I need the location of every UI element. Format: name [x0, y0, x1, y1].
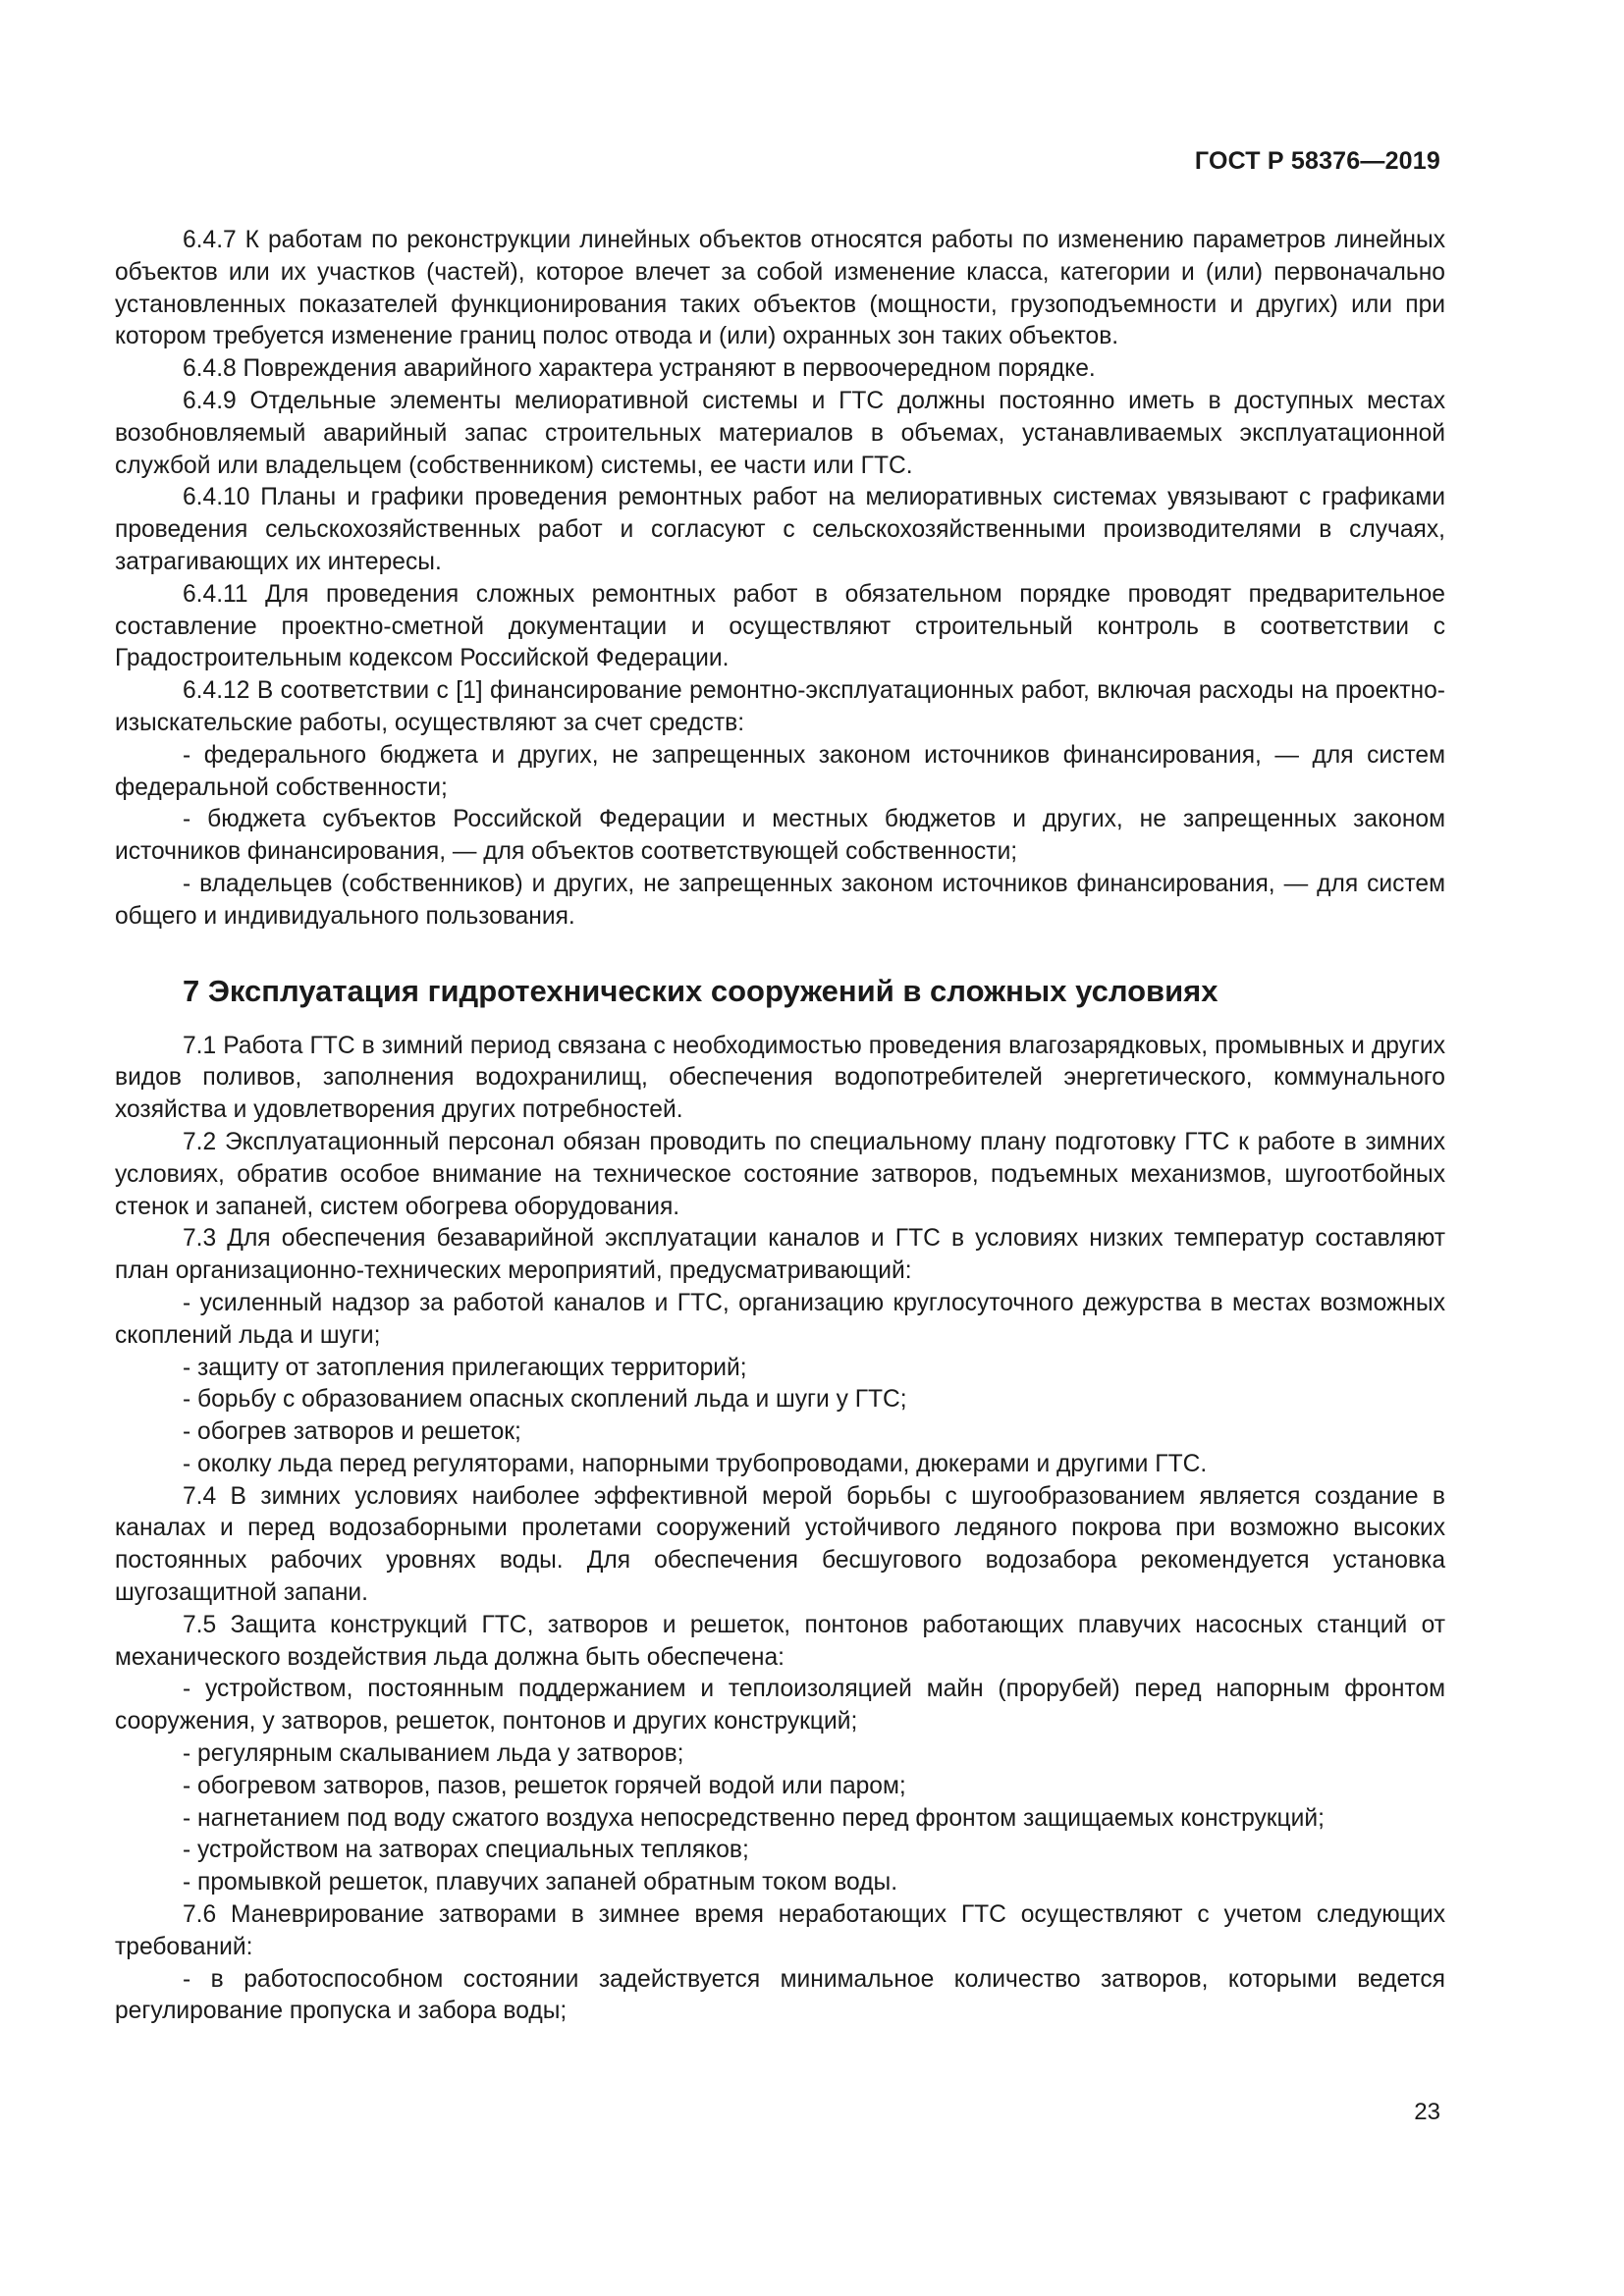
- list-item: - борьбу с образованием опасных скоплений льда и шуги у ГТС;: [183, 1386, 907, 1414]
- list-item: - владельцев (собственников) и других, не запрещенных законом источников финансирования, — для систем общего и индивидуального пользования.: [115, 870, 1445, 930]
- list-item: - обогревом затворов, пазов, решеток горячей водой или паром;: [183, 1772, 906, 1799]
- list-item: - устройством, постоянным поддержанием и теплоизоляцией майн (прорубей) перед напорным фронтом сооружения, у затворов, решеток, понтонов и других конструкций;: [115, 1676, 1445, 1735]
- paragraph-7-2: 7.2 Эксплуатационный персонал обязан проводить по специальному плану подготовку ГТС к работе в зимних условиях, обратив особое внимание на техническое состояние затворов, подъемных механизмов, шугоотбойных стенок и запаней, систем обогрева оборудования.: [115, 1128, 1445, 1220]
- list-item: - околку льда перед регуляторами, напорными трубопроводами, дюкерами и другими ГТС.: [183, 1450, 1208, 1477]
- paragraph-6-4-12: 6.4.12 В соответствии с [1] финансирование ремонтно-эксплуатационных работ, включая расходы на проектно-изыскательские работы, осуществляют за счет средств:: [115, 677, 1445, 736]
- list-item: - регулярным скалыванием льда у затворов;: [183, 1740, 684, 1768]
- paragraph-7-6: 7.6 Маневрирование затворами в зимнее время неработающих ГТС осуществляют с учетом следующих требований:: [115, 1901, 1445, 1960]
- list-item: - устройством на затворах специальных тепляков;: [183, 1837, 749, 1864]
- paragraph-7-1: 7.1 Работа ГТС в зимний период связана с необходимостью проведения влагозарядковых, промывных и других видов поливов, заполнения водохранилищ, обеспечения водопотребителей энергетического, коммунального хозяйства и удовлетворения других потребностей.: [115, 1032, 1445, 1124]
- section-heading: 7 Эксплуатация гидротехнических сооружений в сложных условиях: [183, 973, 1218, 1008]
- paragraph-6-4-8: 6.4.8 Повреждения аварийного характера устраняют в первоочередном порядке.: [183, 355, 1096, 383]
- paragraph-6-4-11: 6.4.11 Для проведения сложных ремонтных работ в обязательном порядке проводят предварительное составление проектно-сметной документации и осуществляют строительный контроль в соответствии с Градостроительным кодексом Российской Федерации.: [115, 580, 1445, 672]
- list-item: - защиту от затопления прилегающих территорий;: [183, 1354, 747, 1381]
- list-item: - обогрев затворов и решеток;: [183, 1418, 521, 1446]
- document-body: [115, 225, 1445, 2028]
- list-item: - в работоспособном состоянии задействуется минимальное количество затворов, которыми ведется регулирование пропуска и забора воды;: [115, 1965, 1445, 2025]
- paragraph-6-4-9: 6.4.9 Отдельные элементы мелиоративной системы и ГТС должны постоянно иметь в доступных местах возобновляемый аварийный запас строительных материалов в объемах, устанавливаемых эксплуатационной службой или владельцем (собственником) системы, ее части или ГТС.: [115, 387, 1445, 479]
- document-code: ГОСТ Р 58376—2019: [1194, 147, 1440, 175]
- paragraph-7-4: 7.4 В зимних условиях наиболее эффективной мерой борьбы с шугообразованием является создание в каналах и перед водозаборными пролетами сооружений устойчивого ледяного покрова при возможно высоких постоянных рабочих уровнях воды. Для обеспечения бесшугового водозабора рекомендуется установка шугозащитной запани.: [115, 1482, 1445, 1607]
- list-item: - бюджета субъектов Российской Федерации и местных бюджетов и других, не запрещенных законом источников финансирования, — для объектов соответствующей собственности;: [115, 806, 1445, 866]
- paragraph-7-3: 7.3 Для обеспечения безаварийной эксплуатации каналов и ГТС в условиях низких температур составляют план организационно-технических мероприятий, предусматривающий:: [115, 1225, 1445, 1285]
- page-number: 23: [1414, 2099, 1440, 2125]
- list-item: - усиленный надзор за работой каналов и ГТС, организацию круглосуточного дежурства в местах возможных скоплений льда и шуги;: [115, 1289, 1445, 1349]
- list-item: - нагнетанием под воду сжатого воздуха непосредственно перед фронтом защищаемых конструкций;: [183, 1804, 1325, 1832]
- paragraph-7-5: 7.5 Защита конструкций ГТС, затворов и решеток, понтонов работающих плавучих насосных станций от механического воздействия льда должна быть обеспечена:: [115, 1611, 1445, 1671]
- list-item: - федерального бюджета и других, не запрещенных законом источников финансирования, — для систем федеральной собственности;: [115, 741, 1445, 801]
- list-item: - промывкой решеток, плавучих запаней обратным током воды.: [183, 1869, 898, 1896]
- paragraph-6-4-10: 6.4.10 Планы и графики проведения ремонтных работ на мелиоративных системах увязывают с графиками проведения сельскохозяйственных работ и согласуют с сельскохозяйственными производителями в случаях, затрагивающих их интересы.: [115, 484, 1445, 575]
- paragraph-6-4-7: 6.4.7 К работам по реконструкции линейных объектов относятся работы по изменению параметров линейных объектов или их участков (частей), которое влечет за собой изменение класса, категории и (или) первоначально установленных показателей функционирования таких объектов (мощности, грузоподъемности и других) или при котором требуется изменение границ полос отвода и (или) охранных зон таких объектов.: [115, 227, 1445, 350]
